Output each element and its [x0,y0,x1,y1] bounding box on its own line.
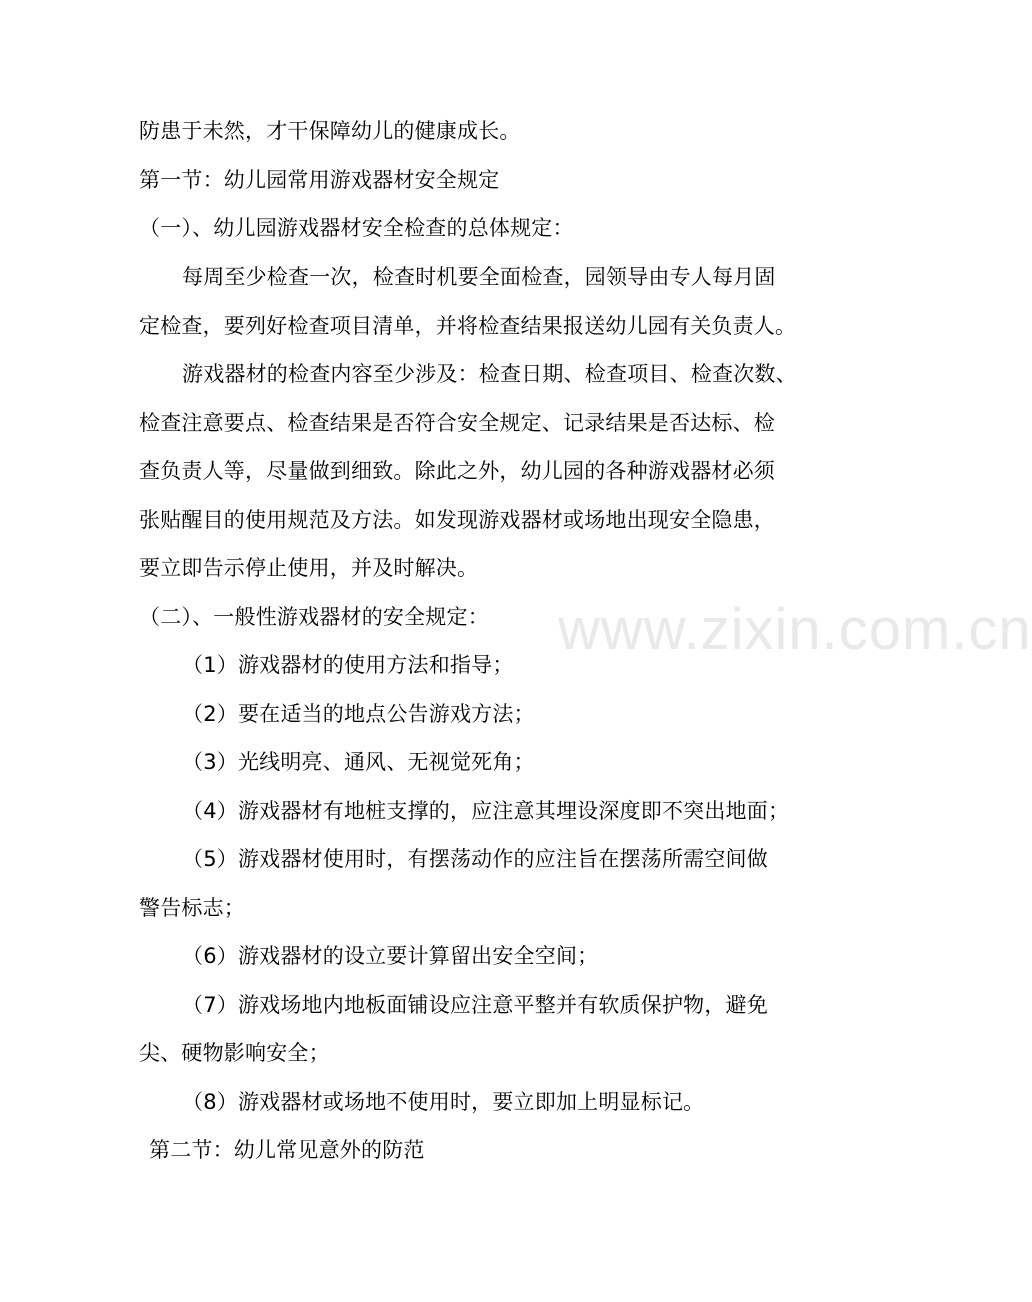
list-item: （8）游戏器材或场地不使用时，要立即加上明显标记。 [182,1090,705,1114]
list-item: （4）游戏器材有地桩支撑的，应注意其埋设深度即不突出地面； [182,799,790,823]
list-item: （7）游戏场地内地板面铺设应注意平整并有软质保护物，避免 [182,993,768,1017]
paragraph-line: 张贴醒目的使用规范及方法。如发现游戏器材或场地出现安全隐患， [139,508,775,532]
watermark: www.zixin.com.cn [558,597,1032,662]
list-item: （5）游戏器材使用时，有摆荡动作的应注旨在摆荡所需空间做 [182,847,768,871]
paragraph-line: 查负责人等，尽量做到细致。除此之外，幼儿园的各种游戏器材必须 [139,459,775,483]
paragraph-line: 每周至少检查一次，检查时机要全面检查，园领导由专人每月固 [182,265,776,289]
list-item: （2）要在适当的地点公告游戏方法； [182,702,535,726]
list-item-continuation: 警告标志； [139,896,245,920]
list-item-continuation: 尖、硬物影响安全； [139,1041,330,1065]
list-item: （1）游戏器材的使用方法和指导； [182,653,514,677]
paragraph-line: 定检查，要列好检查项目清单，并将检查结果报送幼儿园有关负责人。 [139,314,797,338]
paragraph-line: 防患于未然，才干保障幼儿的健康成长。 [139,119,521,143]
section-heading: 第一节：幼儿园常用游戏器材安全规定 [139,168,500,192]
section-heading: 第二节：幼儿常见意外的防范 [149,1138,425,1162]
subsection-heading: （一）、幼儿园游戏器材安全检查的总体规定： [139,216,574,240]
paragraph-line: 游戏器材的检查内容至少涉及：检查日期、检查项目、检查次数、 [182,362,797,386]
subsection-heading: （二）、一般性游戏器材的安全规定： [139,605,489,629]
list-item: （3）光线明亮、通风、无视觉死角； [182,750,535,774]
paragraph-line: 检查注意要点、检查结果是否符合安全规定、记录结果是否达标、检 [139,411,775,435]
list-item: （6）游戏器材的设立要计算留出安全空间； [182,944,599,968]
paragraph-line: 要立即告示停止使用，并及时解决。 [139,556,479,580]
